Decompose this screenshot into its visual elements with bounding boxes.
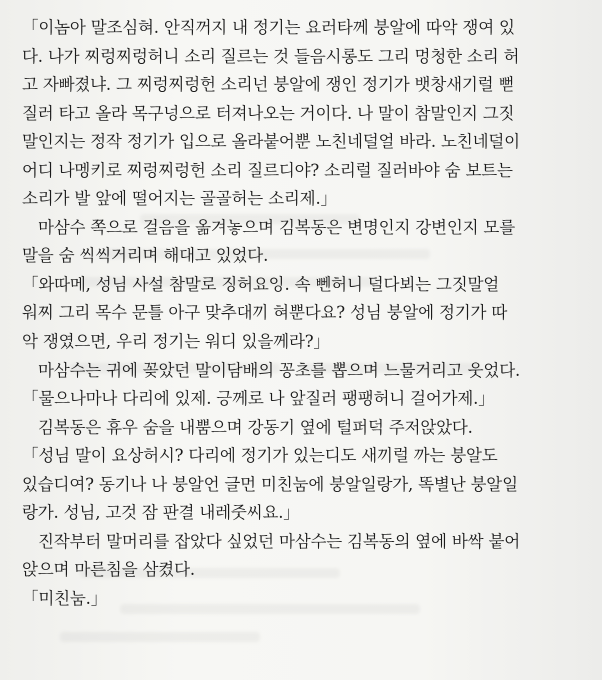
text-line: 악 쟁였으면, 우리 정기는 워디 있을께라?」 [22, 332, 330, 352]
text-line: 마삼수는 귀에 꽂았던 말이담배의 꽁초를 뽑으며 느물거리고 웃었다. [37, 360, 521, 380]
paragraph [22, 385, 592, 414]
text-line: 말을 숨 씩씩거리며 해대고 있었다. [22, 246, 269, 266]
text-line: 앉으며 마른침을 삼켰다. [22, 560, 195, 580]
text-line: 랑가. 성님, 고것 잠 판결 내레줏씨요.」 [22, 503, 300, 523]
text-line: 「성님 말이 요상허시? 다리에 정기가 있는디도 새끼럴 까는 붕알도 [22, 446, 498, 466]
text-line: 마삼수 쪽으로 걸음을 옮겨놓으며 김복동은 변명인지 강변인지 모를 [37, 217, 515, 237]
paragraph [22, 271, 592, 357]
text-line: 「미친눔.」 [22, 588, 108, 608]
paragraph [22, 442, 592, 528]
paragraph [22, 14, 592, 214]
paragraph [22, 414, 592, 443]
text-line: 말인지는 정작 정기가 입으로 올라붙어뿐 노친네덜얼 바라. 노친네덜이 [22, 132, 520, 152]
body-text [22, 14, 592, 613]
text-line: 워찌 그리 목수 문틀 아구 맞추대끼 혀뿐다요? 성님 붕알에 정기가 따 [22, 303, 508, 323]
text-line: 「물으나마나 다리에 있제. 긍께로 나 앞질러 팽팽허니 걸어가제.」 [22, 389, 495, 409]
text-line: 다. 나가 찌렁찌렁허니 소리 질르는 것 들음시롱도 그리 멍청한 소리 허 [22, 46, 520, 66]
paragraph [22, 357, 592, 386]
paragraph [22, 585, 592, 614]
text-line: 고 자빠졌냐. 그 찌렁찌렁헌 소리넌 붕알에 쟁인 정기가 뱃창새기럴 뻗 [22, 75, 515, 95]
paragraph [22, 528, 592, 585]
text-line: 어디 나멩키로 찌렁찌렁헌 소리 질르디야? 소리럴 질러바야 숨 보트는 [22, 160, 513, 180]
text-line: 「와따메, 성님 사설 참말로 징허요잉. 속 뻰허니 덜다뵈는 그짓말얼 [22, 274, 500, 294]
text-line: 질러 타고 올라 목구넝으로 터져나오는 거이다. 나 말이 참말인지 그짓 [22, 103, 515, 123]
text-line: 소리가 발 앞에 떨어지는 골골허는 소리제.」 [22, 189, 337, 209]
text-line: 있습디여? 동기나 나 붕알언 글먼 미친눔에 붕알일랑가, 똑별난 붕알일 [22, 474, 518, 494]
text-line: 김복동은 휴우 숨을 내뿜으며 강동기 옆에 털퍼덕 주저앉았다. [37, 417, 473, 437]
paragraph [22, 214, 592, 271]
text-line: 진작부터 말머리를 잡았다 싶었던 마삼수는 김복동의 옆에 바싹 붙어 [37, 531, 521, 551]
text-line: 「이놈아 말조심혀. 안직꺼지 내 정기는 요러타께 붕알에 따악 쟁여 있 [22, 18, 515, 37]
